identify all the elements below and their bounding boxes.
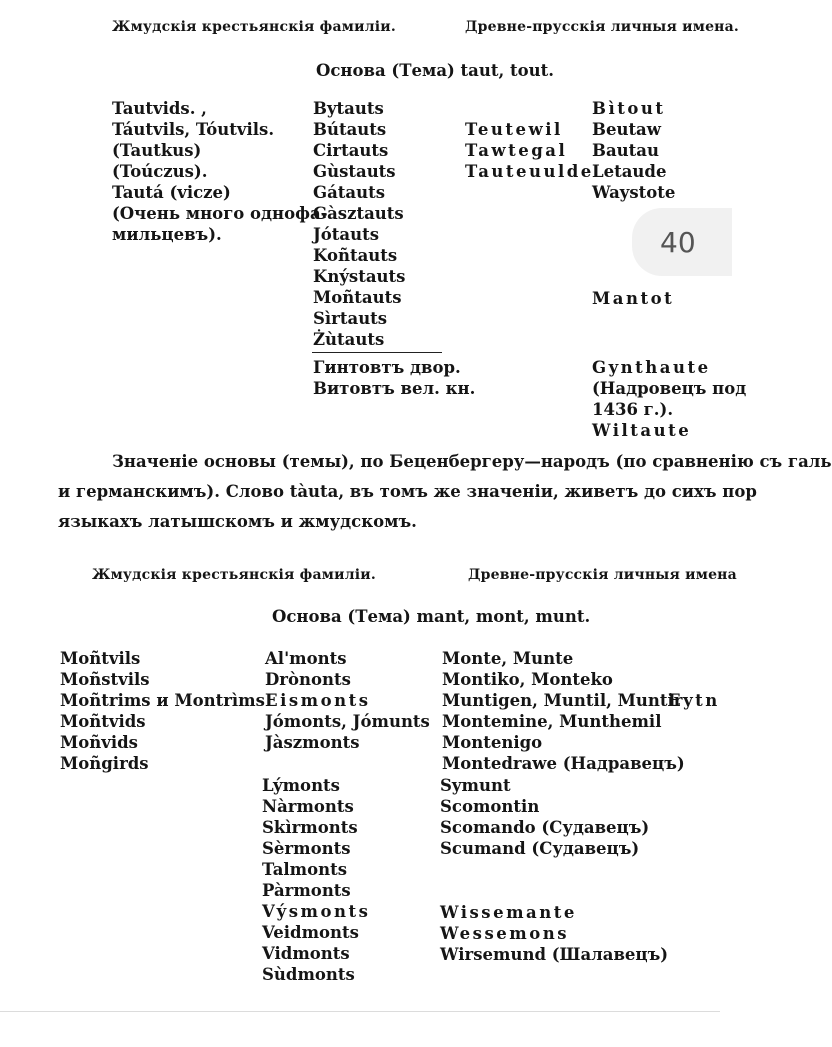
section2-basis: Основа (Тема) mant, mont, munt. xyxy=(272,607,591,626)
list-item: Montemine, Munthemil xyxy=(442,712,662,731)
list-item: Jótauts xyxy=(313,225,380,244)
list-item: Lýmonts xyxy=(262,776,340,795)
section1-col4-mid: Mantot xyxy=(592,289,675,308)
section1-header-left: Жмудскія крестьянскія фамиліи. xyxy=(112,19,396,35)
list-item: Wissemante xyxy=(440,903,577,922)
paragraph-line-1: Значеніе основы (темы), по Беценбергеру—народъ (по сравненію съ галь xyxy=(112,452,832,471)
section1-col4 xyxy=(592,98,675,203)
section2-col2a xyxy=(265,648,430,753)
list-item: Гинтовтъ двор. xyxy=(313,358,461,377)
list-item: Moñtrims и Montrìms xyxy=(60,691,265,710)
list-item: (Очень много однофа- xyxy=(112,204,328,223)
list-item: (Надровецъ под xyxy=(592,379,747,398)
list-item: Moñtauts xyxy=(313,288,402,307)
section2-col2b xyxy=(262,775,370,985)
list-item: Cirtauts xyxy=(313,141,389,160)
section2-header-left: Жмудскія крестьянскія фамиліи. xyxy=(92,567,376,583)
section2-col1 xyxy=(60,648,265,774)
paragraph-line-2: и германскимъ). Слово tàuta, въ томъ же значеніи, живетъ до сихъ пор xyxy=(58,482,757,501)
section2-col3c xyxy=(440,902,668,965)
list-item: Monte, Munte xyxy=(442,649,574,668)
section1-col2-after-rule xyxy=(313,357,475,399)
list-item: Moñgirds xyxy=(60,754,149,773)
list-item: Gàsztauts xyxy=(313,204,404,223)
list-item: Gynthaute xyxy=(592,358,711,377)
list-item: Drònonts xyxy=(265,670,351,689)
list-item: Montenigo xyxy=(442,733,543,752)
list-item: Montiko, Monteko xyxy=(442,670,613,689)
section2-col3a xyxy=(442,648,685,774)
list-item: Pàrmonts xyxy=(262,881,351,900)
list-item: Moñtvils xyxy=(60,649,141,668)
list-item: Tautá (vicze) xyxy=(112,183,231,202)
list-item: Knýstauts xyxy=(313,267,406,286)
list-item: Moñstvils xyxy=(60,670,150,689)
list-item: Jómonts, Jómunts xyxy=(265,712,430,731)
section1-divider-rule xyxy=(312,352,442,353)
list-item: Nàrmonts xyxy=(262,797,354,816)
section1-col1 xyxy=(112,98,328,245)
page-bottom-divider xyxy=(0,1011,720,1012)
list-item: Eismonts xyxy=(265,691,371,710)
list-item: 1436 г.). xyxy=(592,400,674,419)
list-item: Moñtvids xyxy=(60,712,146,731)
list-item: Montedrawe (Надравецъ) xyxy=(442,754,685,773)
list-item: Gátauts xyxy=(313,183,386,202)
list-item: Letaude xyxy=(592,162,667,181)
list-item: Tauteuulde xyxy=(465,162,594,181)
list-item: Tautvids. , xyxy=(112,99,207,118)
page-number: 40 xyxy=(660,226,696,259)
list-item: (Toúczus). xyxy=(112,162,208,181)
list-item: Teutewil xyxy=(465,120,563,139)
list-item: Moñvids xyxy=(60,733,138,752)
list-item: Scomontin xyxy=(440,797,540,816)
list-item: Витовтъ вел. кн. xyxy=(313,379,476,398)
list-item: Wiltaute xyxy=(592,421,692,440)
list-item: мильцевъ). xyxy=(112,225,222,244)
list-item: Sùdmonts xyxy=(262,965,355,984)
list-item: Gùstauts xyxy=(313,162,396,181)
list-item: Veidmonts xyxy=(262,923,359,942)
list-item: Jàszmonts xyxy=(265,733,360,752)
list-item: Bytauts xyxy=(313,99,384,118)
list-item: Muntigen, Muntil, Muntir xyxy=(442,691,683,710)
page-number-badge xyxy=(632,208,732,276)
list-item: Táutvils, Tóutvils. xyxy=(112,120,275,139)
list-item: Vidmonts xyxy=(262,944,350,963)
list-item: (Tautkus) xyxy=(112,141,202,160)
list-item: Al'monts xyxy=(265,649,347,668)
list-item: Tawtegal xyxy=(465,141,568,160)
list-item: Talmonts xyxy=(262,860,348,879)
list-item: Żùtauts xyxy=(313,330,385,349)
list-item: Koñtauts xyxy=(313,246,398,265)
list-item: Symunt xyxy=(440,776,511,795)
list-item: Bútauts xyxy=(313,120,387,139)
list-item: Bìtout xyxy=(592,99,666,118)
section2-col4-fragment: Eytn xyxy=(668,691,720,710)
list-item: Waystote xyxy=(592,183,676,202)
section2-col3b xyxy=(440,775,649,859)
section1-basis: Основа (Тема) taut, tout. xyxy=(316,61,554,80)
list-item: Skìrmonts xyxy=(262,818,358,837)
list-item: Bautau xyxy=(592,141,659,160)
section1-col2 xyxy=(313,98,405,350)
paragraph-line-3: языкахъ латышскомъ и жмудскомъ. xyxy=(58,512,417,531)
list-item: Scomando (Судавецъ) xyxy=(440,818,650,837)
section1-header-right: Древне-прусскія личныя имена. xyxy=(465,19,739,35)
section1-col3 xyxy=(465,119,594,182)
section1-col4-end xyxy=(592,357,746,441)
section2-header-right: Древне-прусскія личныя имена xyxy=(468,567,737,583)
list-item: Wessemons xyxy=(440,924,570,943)
list-item: Beutaw xyxy=(592,120,661,139)
list-item: Wirsemund (Шалавецъ) xyxy=(440,945,669,964)
list-item: Sìrtauts xyxy=(313,309,388,328)
list-item: Výsmonts xyxy=(262,902,371,921)
list-item: Sèrmonts xyxy=(262,839,351,858)
list-item: Scumand (Судавецъ) xyxy=(440,839,640,858)
